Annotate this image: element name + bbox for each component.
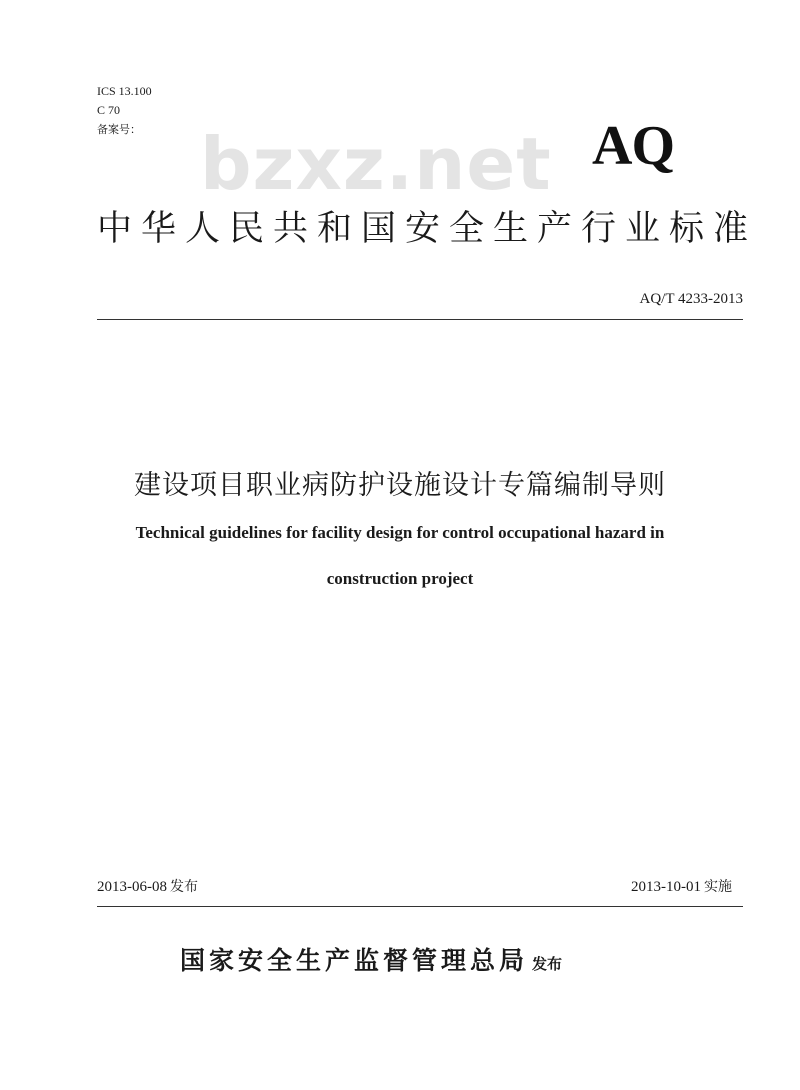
bottom-divider <box>97 906 743 907</box>
standard-number: AQ/T 4233-2013 <box>639 291 743 307</box>
issue-date <box>97 876 198 896</box>
publisher-line <box>180 948 562 973</box>
implementation-date <box>631 876 732 896</box>
watermark: bzxz.net <box>200 122 552 206</box>
english-title-line-1: Technical guidelines for facility design for control occupational hazard in <box>135 523 665 542</box>
publish-label: 发布 <box>532 955 563 973</box>
classification-block <box>97 82 152 139</box>
top-divider <box>97 319 743 320</box>
implementation-label: 实施 <box>704 879 732 895</box>
ics-code: ICS 13.100 <box>97 84 152 98</box>
issue-label: 发布 <box>170 879 198 895</box>
ccs-code: C 70 <box>97 103 121 117</box>
industry-standard-title: 中华人民共和国安全生产行业标准 <box>97 209 758 249</box>
english-title-line-2: construction project <box>326 569 474 588</box>
filing-number-label: 备案号： <box>97 123 141 136</box>
implementation-date-value: 2013-10-01 <box>631 879 701 895</box>
aq-logo: AQ <box>592 115 674 177</box>
publisher-organization: 国家安全生产监督管理总局 <box>180 946 529 975</box>
issue-date-value: 2013-06-08 <box>97 879 167 895</box>
chinese-title: 建设项目职业病防护设施设计专篇编制导则 <box>134 470 666 501</box>
